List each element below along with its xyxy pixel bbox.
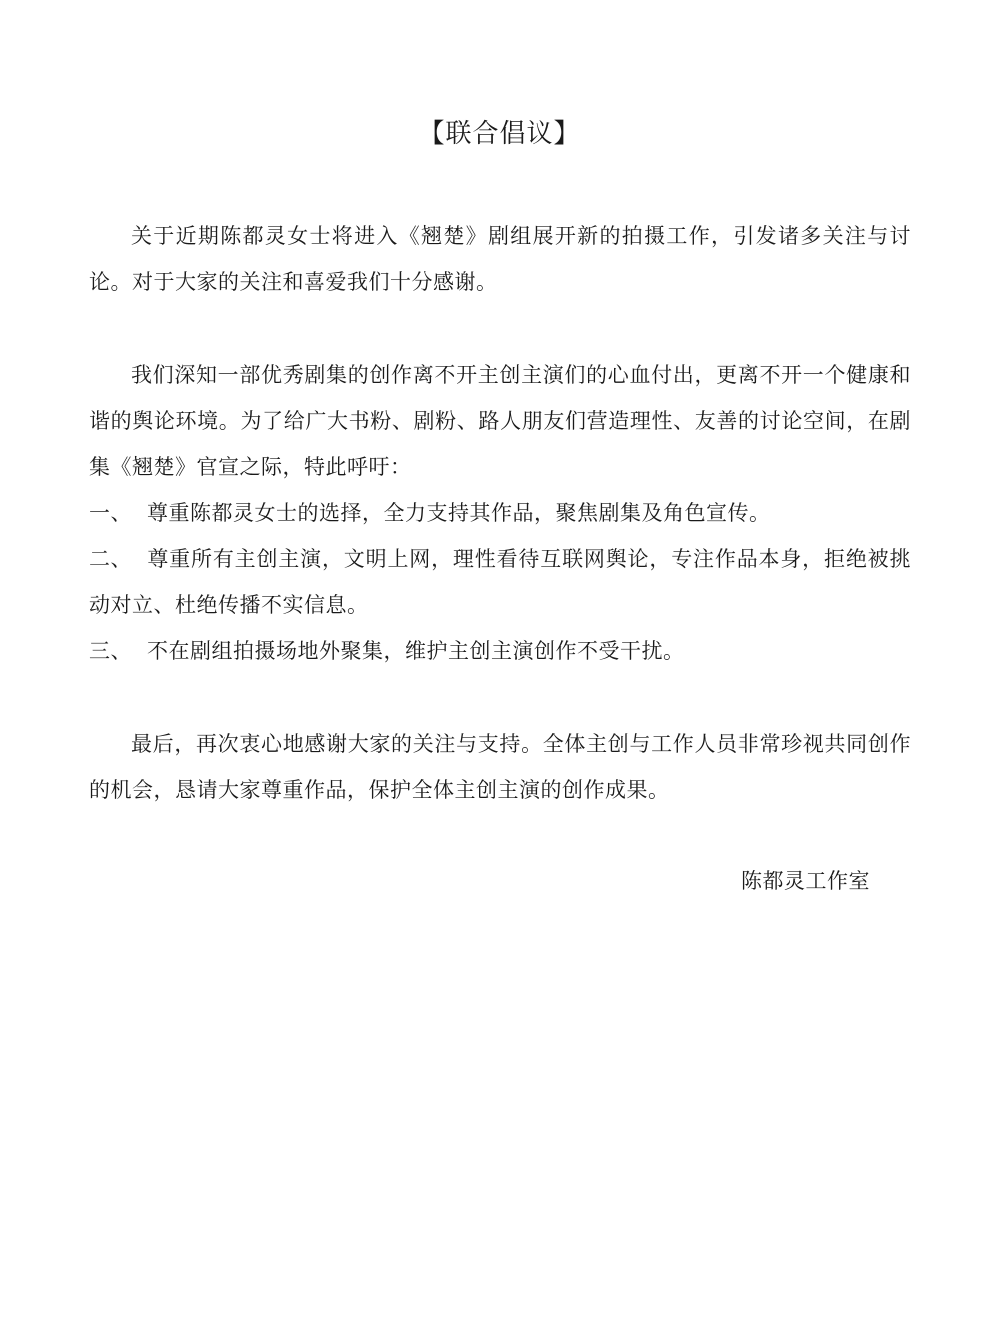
appeal-section: [89, 352, 911, 674]
list-item: [89, 536, 911, 628]
signature: 陈都灵工作室: [741, 869, 870, 893]
closing-section: [89, 721, 911, 813]
intro-section: [89, 213, 911, 305]
list-item: [89, 628, 911, 674]
list-item-text: 尊重所有主创主演，文明上网，理性看待互联网舆论，专注作品本身，拒绝被挑动对立、杜绝传播不实信息。: [89, 547, 911, 617]
closing-paragraph: 最后，再次衷心地感谢大家的关注与支持。全体主创与工作人员非常珍视共同创作的机会，恳请大家尊重作品，保护全体主创主演的创作成果。: [89, 732, 911, 802]
intro-paragraph: 关于近期陈都灵女士将进入《翘楚》剧组展开新的拍摄工作，引发诸多关注与讨论。对于大家的关注和喜爱我们十分感谢。: [89, 224, 911, 294]
document-title: 【联合倡议】: [418, 119, 581, 149]
list-item-number: 二、: [89, 547, 132, 571]
appeal-paragraph: 我们深知一部优秀剧集的创作离不开主创主演们的心血付出，更离不开一个健康和谐的舆论环境。为了给广大书粉、剧粉、路人朋友们营造理性、友善的讨论空间，在剧集《翘楚》官宣之际，特此呼吁：: [89, 363, 911, 479]
list-item-number: 三、: [89, 639, 132, 663]
list-item-text: 尊重陈都灵女士的选择，全力支持其作品，聚焦剧集及角色宣传。: [147, 501, 771, 525]
list-item-text: 不在剧组拍摄场地外聚集，维护主创主演创作不受干扰。: [147, 639, 685, 663]
list-item: [89, 490, 911, 536]
list-item-number: 一、: [89, 501, 132, 525]
